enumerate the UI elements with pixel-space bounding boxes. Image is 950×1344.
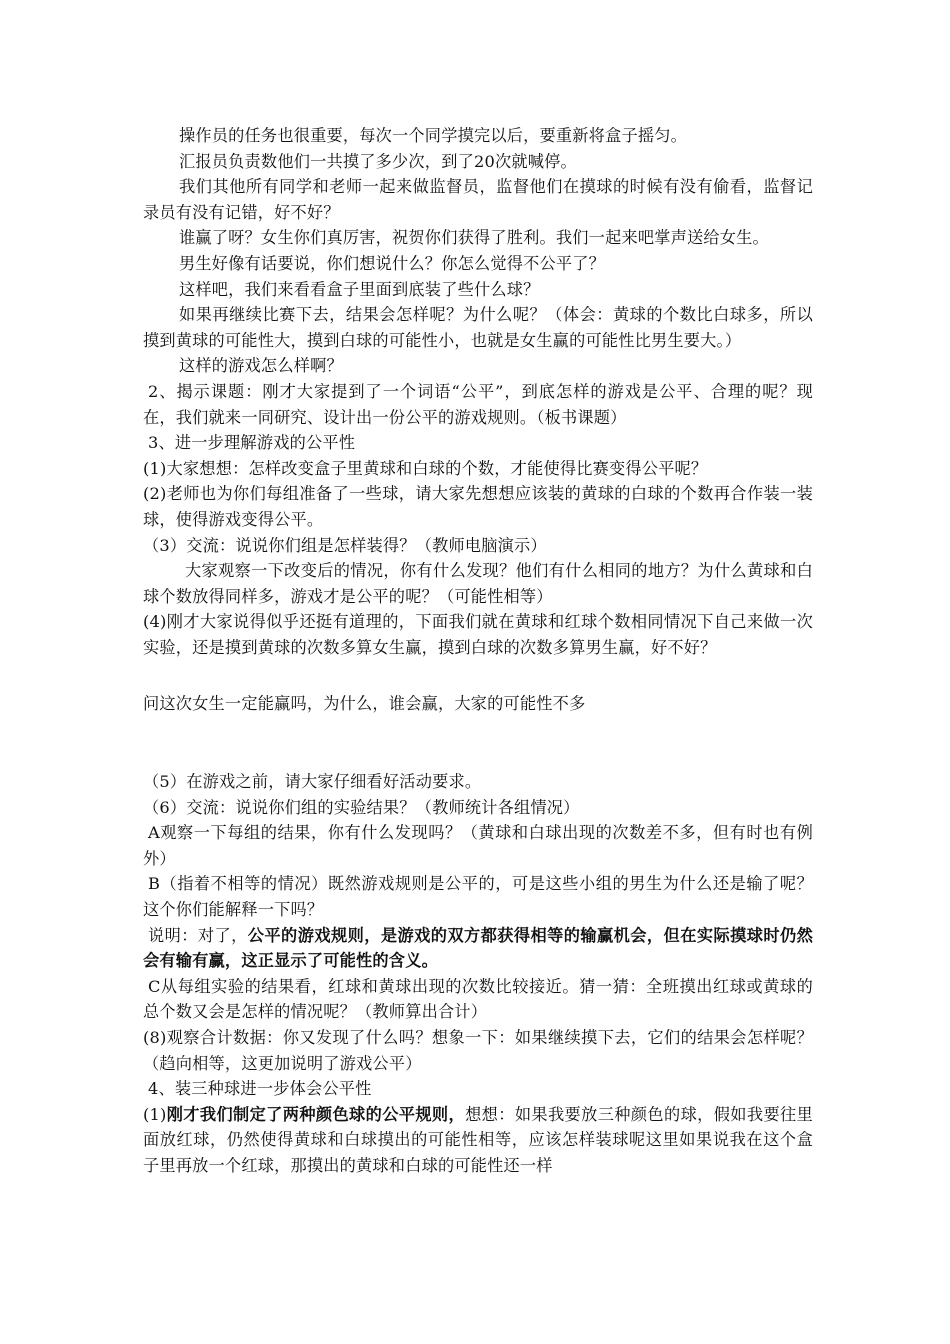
- document-body: [143, 123, 813, 1179]
- paragraph-question-girls-win: 问这次女生一定能赢吗，为什么，谁会赢，大家的可能性不多: [143, 694, 586, 714]
- three-colors-lead: (1): [143, 1104, 167, 1124]
- paragraph-boys-complain: 男生好像有话要说，你们想说什么？你怎么觉得不公平了？: [179, 253, 606, 273]
- paragraph-step-8: (8)观察合计数据：你又发现了什么吗？想象一下：如果继续摸下去，它们的结果会怎样呢？（趋向相等，这更加说明了游戏公平）: [143, 1028, 813, 1073]
- section-heading-3: 3、进一步理解游戏的公平性: [148, 433, 356, 453]
- paragraph-who-won: 谁赢了呀？女生你们真厉害，祝贺你们获得了胜利。我们一起来吧掌声送给女生。: [179, 228, 769, 248]
- paragraph-reveal-topic: 2、揭示课题：刚才大家提到了一个词语“公平”，到底怎样的游戏是公平、合理的呢？现在，我们就来一同研究、设计出一份公平的游戏规则。（板书课题）: [143, 381, 813, 427]
- explanation-lead: 说明：对了，: [148, 925, 248, 945]
- paragraph-supervisors: 我们其他所有同学和老师一起来做监督员，监督他们在摸球的时候有没有偷看，监督记录员有没有记错，好不好？: [143, 177, 813, 222]
- paragraph-operator-task: 操作员的任务也很重要，每次一个同学摸完以后，要重新将盒子摇匀。: [179, 126, 688, 145]
- paragraph-observe-change: 大家观察一下改变后的情况，你有什么发现？他们有什么相同的地方？为什么黄球和白球个数放得同样多，游戏才是公平的呢？（可能性相等）: [143, 561, 813, 606]
- paragraph-look-in-box: 这样吧，我们来看看盒子里面到底装了些什么球？: [179, 279, 540, 299]
- three-colors-tail: 想想：如果我要放三种颜色的球，假如我要往里面放红球，仍然使得黄球和白球摸出的可能性相等，应该怎样装球呢这里如果说我在这个盒子里再放一个红球，那摸出的黄球和白球的可能性还一样: [143, 1104, 813, 1175]
- paragraph-three-colors: [143, 1102, 813, 1179]
- paragraph-step-3: （3）交流：说说你们组是怎样装得？（教师电脑演示）: [143, 535, 547, 555]
- paragraph-step-5: （5）在游戏之前，请大家仔细看好活动要求。: [143, 772, 482, 792]
- paragraph-game-opinion: 这样的游戏怎么样啊？: [179, 356, 343, 376]
- paragraph-step-2: (2)老师也为你们每组准备了一些球，请大家先想想应该装的黄球的白球的个数再合作装一装球，使得游戏变得公平。: [143, 484, 813, 529]
- section-heading-4: 4、装三种球进一步体会公平性: [148, 1079, 372, 1099]
- paragraph-item-c: C从每组实验的结果看，红球和黄球出现的次数比较接近。猜一猜：全班摸出红球或黄球的总个数又会是怎样的情况呢？（教师算出合计）: [143, 976, 813, 1022]
- paragraph-step-4: (4)刚才大家说得似乎还挺有道理的，下面我们就在黄球和红球个数相同情况下自己来做一次实验，还是摸到黄球的次数多算女生赢，摸到白球的次数多算男生赢，好不好？: [143, 612, 813, 657]
- paragraph-continue-game: 如果再继续比赛下去，结果会怎样呢？为什么呢？（体会：黄球的个数比白球多，所以摸到黄球的可能性大，摸到白球的可能性小，也就是女生赢的可能性比男生要大。）: [143, 305, 813, 350]
- paragraph-reporter-task: 汇报员负责数他们一共摸了多少次，到了20次就喊停。: [179, 151, 577, 171]
- three-colors-bold: 刚才我们制定了两种颜色球的公平规则，: [166, 1104, 466, 1124]
- paragraph-item-a: A观察一下每组的结果，你有什么发现吗？（黄球和白球出现的次数差不多，但有时也有例外）: [143, 823, 813, 868]
- paragraph-step-1: (1)大家想想：怎样改变盒子里黄球和白球的个数，才能使得比赛变得公平呢？: [143, 458, 708, 478]
- explanation-bold: 公平的游戏规则，是游戏的双方都获得相等的输赢机会，但在实际摸球时仍然会有输有赢，这正显示了可能性的含义。: [143, 925, 813, 971]
- paragraph-explanation: [143, 923, 813, 974]
- paragraph-step-6: （6）交流：说说你们组的实验结果？（教师统计各组情况）: [143, 797, 580, 817]
- paragraph-item-b: B（指着不相等的情况）既然游戏规则是公平的，可是这些小组的男生为什么还是输了呢？这个你们能解释一下吗？: [143, 874, 813, 920]
